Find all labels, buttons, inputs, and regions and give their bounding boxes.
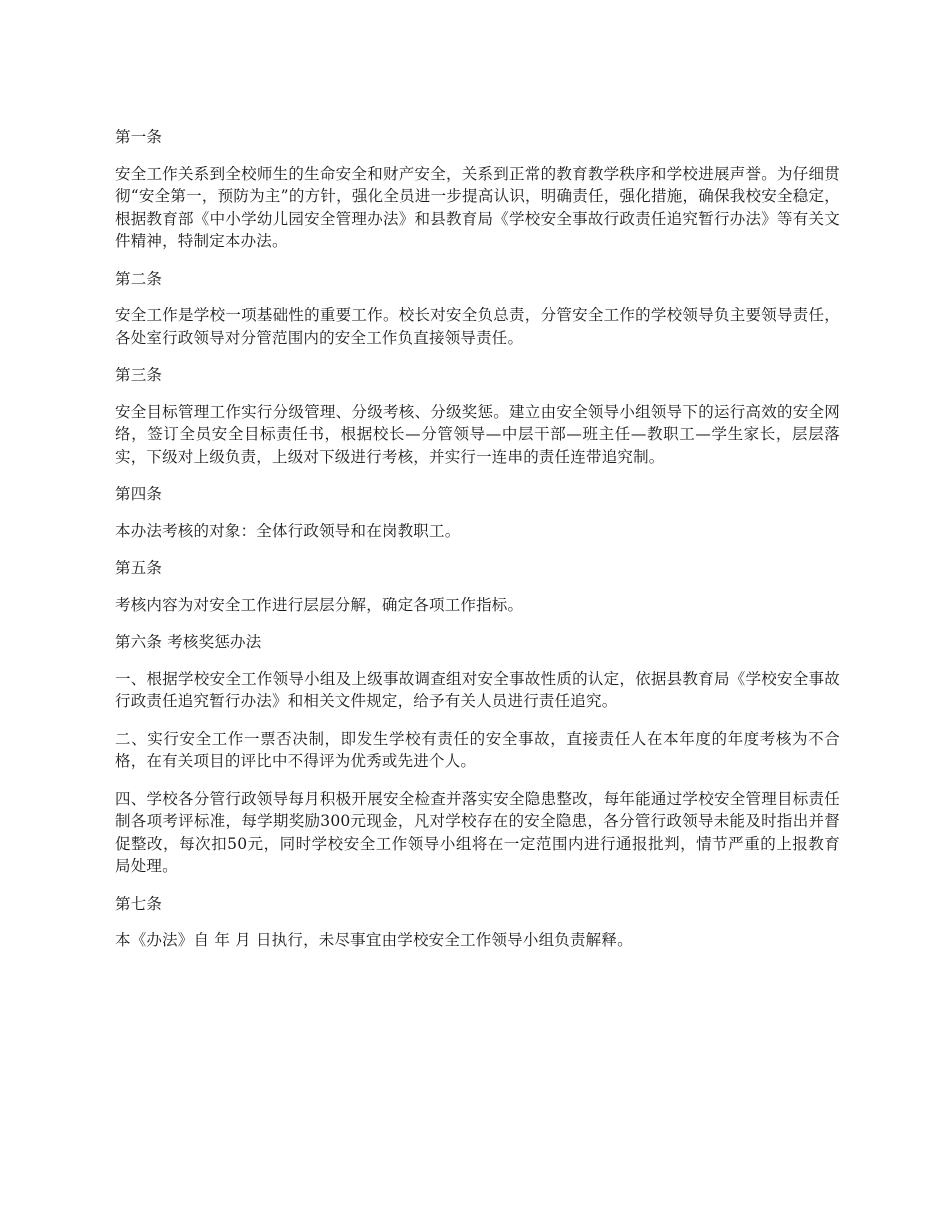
section-heading: 第一条 xyxy=(115,128,163,146)
section-heading: 第五条 xyxy=(115,559,163,577)
section-paragraph: 安全工作关系到全校师生的生命安全和财产安全，关系到正常的教育教学秩序和学校进展声誉。为仔细贯彻“安全第一，预防为主”的方针，强化全员进一步提高认识，明确责任，强化措施，确保我校安全稳定，根据教育部《中小学幼儿园安全管理办法》和县教育局《学校安全事故行政责任追究暂行办法》等有关文件精神，特制定本办法。 xyxy=(115,164,840,250)
section-heading: 第二条 xyxy=(115,269,163,288)
section-paragraph: 考核内容为对安全工作进行层层分解，确定各项工作指标。 xyxy=(115,595,524,614)
section-heading: 第四条 xyxy=(115,485,163,503)
section-paragraph: 安全工作是学校一项基础性的重要工作。校长对安全负总责，分管安全工作的学校领导负主要领导责任，各处室行政领导对分管范围内的安全工作负直接领导责任。 xyxy=(115,306,840,347)
section-heading: 第六条 考核奖惩办法 xyxy=(115,633,262,651)
section-heading: 第三条 xyxy=(115,366,163,384)
section-paragraph: 四、学校各分管行政领导每月积极开展安全检查并落实安全隐患整改，每年能通过学校安全管理目标责任制各项考评标准，每学期奖励300元现金，凡对学校存在的安全隐患，各分管行政领导未能及时指出并督促整改，每次扣50元，同时学校安全工作领导小组将在一定范围内进行通报批判，情节严重的上报教育局处理。 xyxy=(115,789,840,875)
section-paragraph: 一、根据学校安全工作领导小组及上级事故调查组对安全事故性质的认定，依据县教育局《学校安全事故行政责任追究暂行办法》和相关文件规定，给予有关人员进行责任追究。 xyxy=(115,669,840,710)
section-paragraph: 本《办法》自 年 月 日执行，未尽事宜由学校安全工作领导小组负责解释。 xyxy=(115,931,633,949)
document-page xyxy=(115,126,840,967)
section-heading: 第七条 xyxy=(115,894,163,913)
section-paragraph: 二、实行安全工作一票否决制，即发生学校有责任的安全事故，直接责任人在本年度的年度考核为不合格，在有关项目的评比中不得评为优秀或先进个人。 xyxy=(115,729,840,770)
section-paragraph: 本办法考核的对象：全体行政领导和在岗教职工。 xyxy=(115,521,461,540)
section-paragraph: 安全目标管理工作实行分级管理、分级考核、分级奖惩。建立由安全领导小组领导下的运行高效的安全网络，签订全员安全目标责任书，根据校长—分管领导—中层干部—班主任—教职工—学生家长，层层落实，下级对上级负责，上级对下级进行考核，并实行一连串的责任连带追究制。 xyxy=(115,402,840,466)
